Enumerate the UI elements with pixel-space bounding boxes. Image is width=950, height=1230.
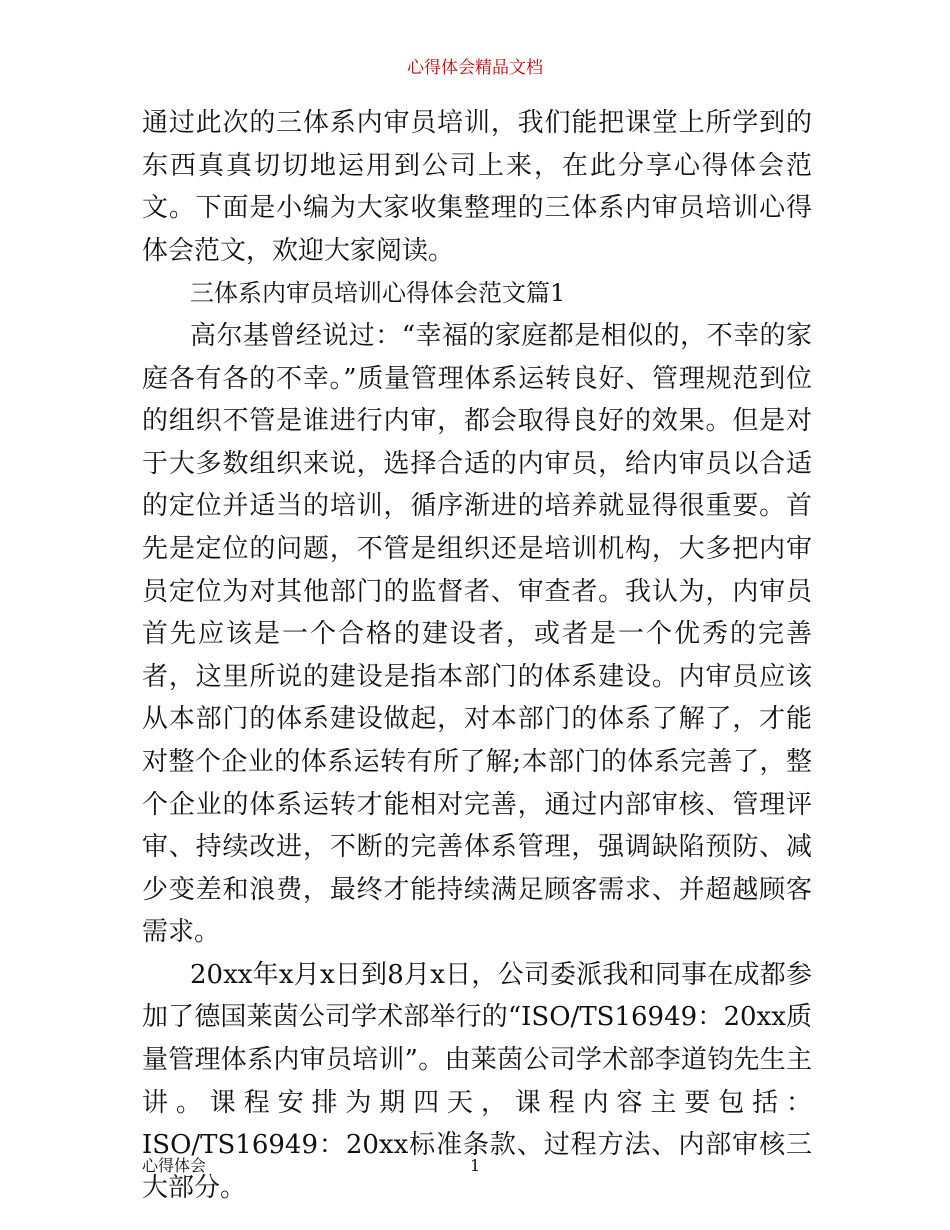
section-heading: 三体系内审员培训心得体会范文篇1 — [190, 279, 566, 308]
footer-label: 心得体会 — [142, 1156, 207, 1175]
intro-paragraph: 通过此次的三体系内审员培训，我们能把课堂上所学到的东西真真切切地运用到公司上来，在此分享心得体会范文。下面是小编为大家收集整理的三体系内审员培训心得体会范文，欢迎大家阅读。 — [142, 108, 812, 266]
body-paragraph-1: 高尔基曾经说过：“幸福的家庭都是相似的，不幸的家庭各有各的不幸。”质量管理体系运转良好、管理规范到位的组织不管是谁进行内审，都会取得良好的效果。但是对于大多数组织来说，选择合适的内审员，给内审员以合适的定位并适当的培训，循序渐进的培养就显得很重要。首先是定位的问题，不管是组织还是培训机构，大多把内审员定位为对其他部门的监督者、审查者。我认为，内审员首先应该是一个合格的建设者，或者是一个优秀的完善者，这里所说的建设是指本部门的体系建设。内审员应该从本部门的体系建设做起，对本部门的体系了解了，才能对整个企业的体系运转有所了解;本部门的体系完善了，整个企业的体系运转才能相对完善，通过内部审核、管理评审、持续改进，不断的完善体系管理，强调缺陷预防、减少变差和浪费，最终才能持续满足顾客需求、并超越顾客需求。 — [142, 320, 812, 948]
document-body — [142, 102, 812, 1209]
page-number: 1 — [470, 1156, 481, 1175]
page-header-title: 心得体会精品文档 — [407, 58, 543, 78]
body-paragraph-2: 20xx年x月x日到8月x日，公司委派我和同事在成都参加了德国莱茵公司学术部举行的“ISO/TS16949：20xx质量管理体系内审员培训”。由莱茵公司学术部李道钧先生主讲。课程安排为期四天，课程内容主要包括：ISO/TS16949：20xx标准条款、过程方法、内部审核三大部分。 — [142, 959, 812, 1203]
